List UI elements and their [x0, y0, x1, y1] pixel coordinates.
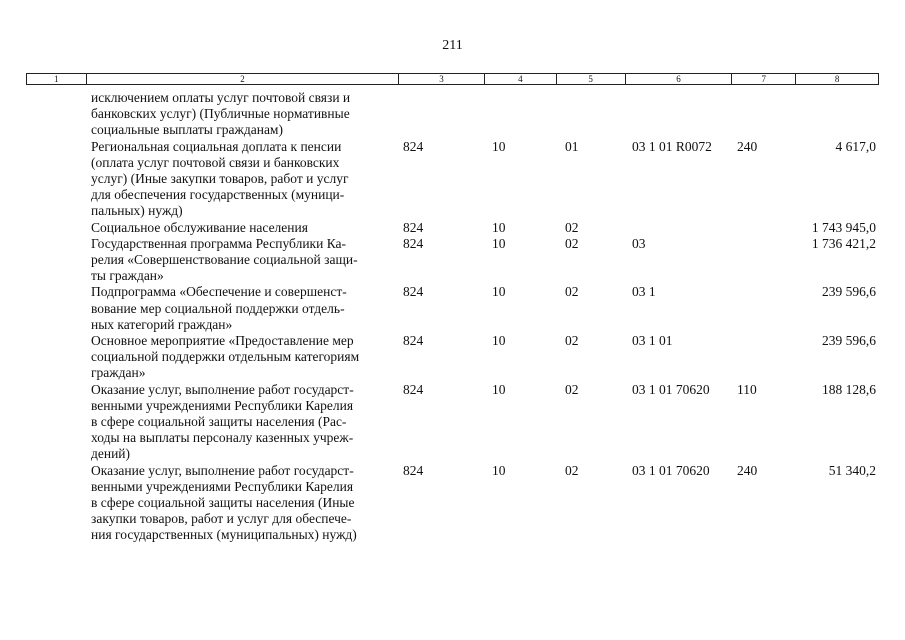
cell-admin-code: 824 [403, 333, 424, 349]
cell-description [86, 139, 399, 220]
cell-col1 [26, 90, 86, 139]
description-line: исключением оплаты услуг почтовой связи и [91, 90, 351, 105]
cell-col1 [26, 236, 86, 285]
description-line: венными учреждениями Республики Карелия [91, 478, 354, 494]
cell-section: 10 [492, 462, 506, 478]
table-row [26, 382, 879, 463]
description-line: Региональная социальная доплата к пенсии [91, 138, 342, 154]
cell-col1 [26, 284, 86, 333]
cell-target-article [626, 220, 733, 236]
description-line: социальной поддержки отдельным категориям [91, 349, 360, 365]
description-line: Оказание услуг, выполнение работ государст- [91, 462, 354, 478]
description-line: Подпрограмма «Обеспечение и совершенст- [91, 284, 347, 300]
cell-description [86, 220, 399, 236]
table-row [26, 139, 879, 220]
description-line: пальных) нужд) [91, 203, 183, 219]
cell-section: 10 [492, 219, 506, 235]
cell-expense-type [733, 333, 797, 382]
page-number: 211 [442, 38, 463, 53]
description-line: Социальное обслуживание населения [91, 219, 308, 235]
cell-description [86, 284, 399, 333]
column-header-7: 7 [732, 74, 796, 84]
cell-section: 10 [492, 381, 506, 397]
cell-amount [797, 90, 879, 139]
cell-target-article: 03 1 01 70620 [632, 462, 710, 478]
column-header-6: 6 [626, 74, 733, 84]
cell-expense-type: 240 [737, 462, 758, 478]
cell-subsection: 02 [565, 219, 579, 235]
description-line: социальные выплаты гражданам) [91, 122, 283, 138]
cell-col1 [26, 463, 86, 544]
table-header [26, 73, 879, 85]
description-line: в сфере социальной защиты населения (Рас- [91, 414, 347, 430]
description-line: вование мер социальной поддержки отдель- [91, 300, 345, 316]
cell-amount: 51 340,2 [828, 462, 876, 478]
cell-description [86, 90, 399, 139]
cell-target-article: 03 1 01 70620 [632, 381, 710, 397]
cell-description [86, 333, 399, 382]
cell-expense-type [733, 236, 797, 285]
cell-admin-code: 824 [403, 138, 424, 154]
cell-amount: 1 736 421,2 [811, 235, 876, 251]
cell-target-article: 03 1 01 [632, 333, 673, 349]
table-row [26, 284, 879, 333]
cell-col1 [26, 220, 86, 236]
description-line: для обеспечения государственных (муници- [91, 187, 345, 203]
column-header-8: 8 [834, 74, 840, 84]
cell-subsection: 02 [565, 235, 579, 251]
description-line: Государственная программа Республики Ка- [91, 235, 347, 251]
cell-target-article: 03 1 01 R0072 [632, 138, 712, 154]
cell-admin-code: 824 [403, 284, 424, 300]
description-line: ния государственных (муниципальных) нужд) [91, 527, 357, 543]
column-header-2: 2 [87, 74, 399, 84]
cell-target-article: 03 [632, 235, 646, 251]
cell-expense-type [733, 220, 797, 236]
description-line: ты граждан» [91, 268, 164, 284]
table-row [26, 90, 879, 139]
description-line: услуг) (Иные закупки товаров, работ и услуг [91, 171, 349, 187]
cell-section: 10 [492, 138, 506, 154]
description-line: банковских услуг) (Публичные нормативные [91, 106, 350, 122]
cell-col1 [26, 382, 86, 463]
cell-admin-code: 824 [403, 381, 424, 397]
table-row [26, 236, 879, 285]
cell-expense-type [733, 284, 797, 333]
description-line: Основное мероприятие «Предоставление мер [91, 333, 354, 349]
cell-subsection: 02 [565, 284, 579, 300]
cell-admin-code [399, 90, 485, 139]
cell-section: 10 [492, 333, 506, 349]
cell-admin-code: 824 [403, 235, 424, 251]
description-line: релия «Совершенствование социальной защи- [91, 252, 358, 268]
cell-expense-type [733, 90, 797, 139]
column-header-4: 4 [485, 74, 557, 84]
cell-section: 10 [492, 284, 506, 300]
description-line: ходы на выплаты персоналу казенных учреж- [91, 430, 354, 446]
cell-description [86, 236, 399, 285]
column-header-1: 1 [27, 74, 87, 84]
cell-subsection: 02 [565, 381, 579, 397]
cell-amount: 4 617,0 [835, 138, 876, 154]
cell-admin-code: 824 [403, 462, 424, 478]
description-line: закупки товаров, работ и услуг для обеспече- [91, 511, 352, 527]
table-row [26, 220, 879, 236]
description-line: (оплата услуг почтовой связи и банковских [91, 154, 340, 170]
cell-expense-type: 240 [737, 138, 758, 154]
table-body [26, 85, 879, 544]
cell-admin-code: 824 [403, 219, 424, 235]
cell-amount: 239 596,6 [822, 284, 876, 300]
cell-subsection [557, 90, 626, 139]
description-line: ных категорий граждан» [91, 316, 233, 332]
column-header-3: 3 [399, 74, 485, 84]
column-header-5: 5 [557, 74, 626, 84]
description-line: дений) [91, 446, 131, 462]
cell-amount: 1 743 945,0 [811, 219, 876, 235]
cell-subsection: 02 [565, 462, 579, 478]
cell-subsection: 02 [565, 333, 579, 349]
cell-target-article: 03 1 [632, 284, 656, 300]
description-line: в сфере социальной защиты населения (Иные [91, 495, 355, 511]
table-row [26, 463, 879, 544]
cell-target-article [626, 90, 733, 139]
cell-description [86, 463, 399, 544]
cell-amount: 239 596,6 [822, 333, 876, 349]
cell-subsection: 01 [565, 138, 579, 154]
budget-table [26, 73, 879, 544]
cell-amount: 188 128,6 [822, 381, 876, 397]
cell-expense-type: 110 [737, 381, 757, 397]
description-line: венными учреждениями Республики Карелия [91, 397, 354, 413]
cell-col1 [26, 333, 86, 382]
cell-section [485, 90, 557, 139]
cell-section: 10 [492, 235, 506, 251]
description-line: граждан» [91, 365, 146, 381]
table-row [26, 333, 879, 382]
cell-description [86, 382, 399, 463]
cell-col1 [26, 139, 86, 220]
description-line: Оказание услуг, выполнение работ государст- [91, 381, 354, 397]
